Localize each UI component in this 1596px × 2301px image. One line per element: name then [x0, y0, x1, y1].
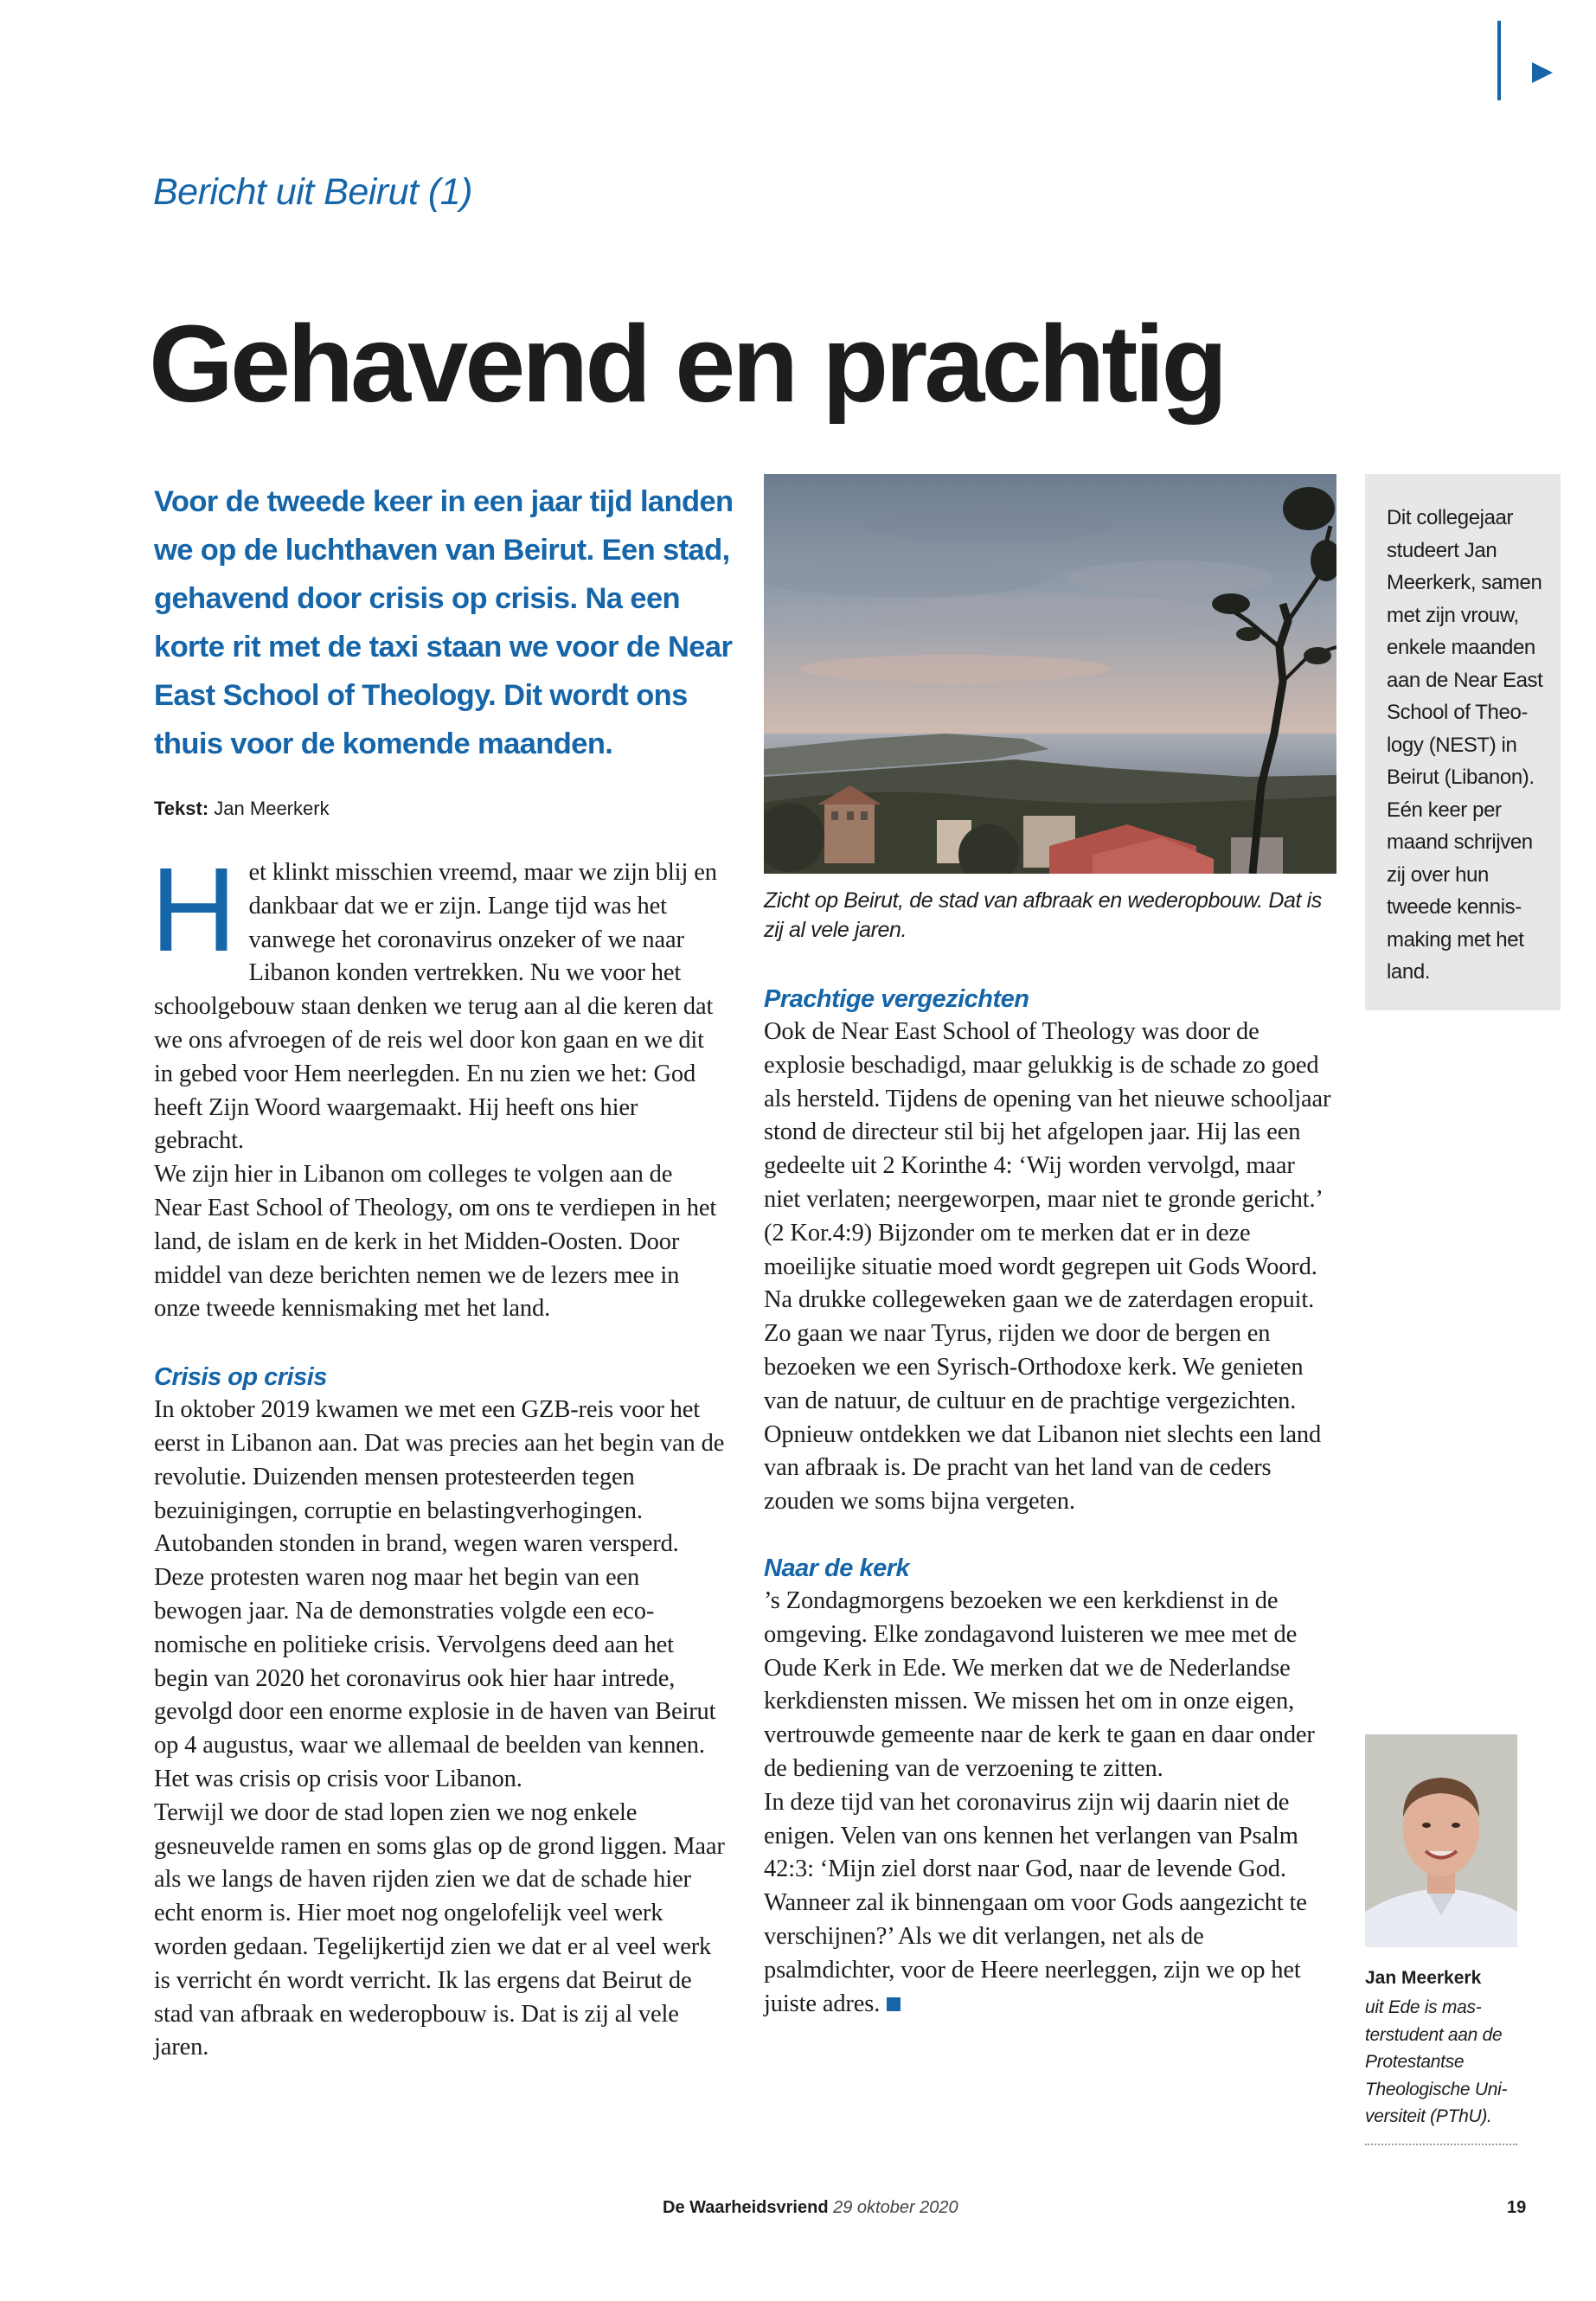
byline	[154, 798, 330, 820]
byline-label: Tekst:	[154, 798, 209, 819]
footer-publication	[663, 2198, 958, 2218]
author-divider	[1365, 2144, 1517, 2145]
publication-name: De Waarheidsvriend	[663, 2198, 829, 2217]
article-kicker: Bericht uit Beirut (1)	[153, 171, 472, 213]
left-column	[151, 843, 725, 2065]
publication-date: 29 oktober 2020	[833, 2198, 958, 2217]
kerk-paragraph-1: ’s Zondagmorgens bezoeken we een kerkdienst in de omgeving. Elke zondagavond luisteren we mee met de Oude Kerk in Ede. We merken dat we de Nederlandse kerkdiensten missen. We missen het om in onze eigen, vertrouwde gemeente naar de kerk te gaan en daar onder de bediening van de verzoening te zitten.	[764, 1586, 1315, 1782]
intro-text: et klinkt misschien vreemd, maar we zijn blij en dankbaar dat we er zijn. Lange tijd was het vanwege het coronavirus onzeker of we naar Libanon konden vertrekken. Nu we voor het schoolgebouw staan denken we terug aan al die keren dat we ons afvroegen of de reis wel door kon gaan en we dit in gebed voor Hem neerlegden. En nu zien we het: God heeft Zijn Woord waargemaakt. Hij heeft ons hier gebracht.	[154, 859, 717, 1155]
vergezichten-paragraph-2: Na drukke collegeweken gaan we de zaterdagen eropuit. Zo gaan we naar Tyrus, rijden we door de bergen en bezoeken we een Syrisch-Orthodoxe kerk. We genieten van de natuur, de cultuur en de prachtige vergezichten. Opnieuw ontdekken we dat Libanon niet slechts een land van afbraak is. De pracht van het land van de ceders zouden we soms bijna vergeten.	[764, 1286, 1322, 1516]
page-number: 19	[1507, 2198, 1527, 2217]
heading-vergezichten: Prachtige vergezichten	[764, 985, 1029, 1013]
drop-cap: H	[151, 843, 237, 977]
author-bio: uit Ede is masterstudent aan de Protestantse Theologische Universiteit (PThU).	[1365, 1997, 1508, 2126]
beirut-photo	[764, 474, 1336, 874]
author-name: Jan Meerkerk	[1365, 1968, 1482, 1988]
heading-crisis: Crisis op crisis	[154, 1363, 327, 1392]
article-lead: Voor de tweede keer in een jaar tijd landen we op de luchthaven van Beirut. Een stad, gehavend door crisis op crisis. Na een korte rit met de taxi staan we voor de Near East School of Theology. Dit wordt ons thuis voor de komende maanden.	[154, 485, 734, 760]
crisis-paragraph-3: Terwijl we door de stad lopen zien we nog enkele gesneuvelde ramen en soms glas op de grond liggen. Maar als we langs de haven rijden zien we dat de schade hier echt enorm is. Hier moet nog ongelofelijk veel werk worden gedaan. Tegelijkertijd zien we dat er al veel werk is verricht én wordt verricht. Ik las ergens dat Beirut de stad van afbraak en wederopbouw is. Dat is zij al vele jaren.	[154, 1798, 725, 2061]
photo-caption: Zicht op Beirut, de stad van afbraak en wederopbouw. Dat is zij al vele jaren.	[764, 888, 1322, 942]
crisis-paragraph-1: In oktober 2019 kwamen we met een GZB-reis voor het eerst in Libanon aan. Dat was precies aan het begin van de revolutie. Duizenden mensen protesteerden tegen bezuinigingen, corruptie en belastingverhogingen. Autobanden stonden in brand, wegen waren versperd.	[154, 1396, 725, 1558]
kerk-paragraph-2-text: In deze tijd van het coronavirus zijn wij daarin niet de enigen. Velen van ons kennen het verlangen van Psalm 42:3: ‘Mijn ziel dorst naar God, naar de levende God. Wanneer zal ik binnengaan om voor Gods aangezicht te verschijnen?’ Als we dit verlangen, net als de psalmdichter, voor de Heere neerleggen, zijn we op het juiste adres.	[764, 1788, 1307, 2017]
author-photo	[1365, 1734, 1517, 1947]
article-title: Gehavend en prachtig	[149, 303, 1225, 425]
intro-paragraph	[151, 843, 725, 1158]
info-sidebar	[1365, 474, 1561, 1010]
play-triangle-icon	[1532, 62, 1553, 83]
intro-paragraph-2: We zijn hier in Libanon om colleges te volgen aan de Near East School of Theology, om ons te verdiepen in het land, de islam en de kerk in het Midden-Oosten. Door middel van deze berichten nemen we de lezers mee in onze tweede kennismaking met het land.	[154, 1161, 717, 1323]
crisis-paragraph-2: Deze protesten waren nog maar het begin van een bewogen jaar. Na de demonstraties volgde een economische en politieke crisis. Vervolgens deed aan het begin van 2020 het coronavirus ook hier haar intrede, gevolgd door een enorme explosie in de haven van Beirut op 4 augustus, waar we allemaal de beelden van kennen. Het was crisis op crisis voor Libanon.	[154, 1564, 716, 1792]
kerk-paragraph-2	[764, 1786, 1335, 2022]
right-column	[764, 983, 1335, 2021]
vergezichten-paragraph-1: Ook de Near East School of Theology was door de explosie beschadigd, maar gelukkig is de schade zo goed als hersteld. Tijdens de opening van het nieuwe schooljaar stond de directeur stil bij het afgelopen jaar. Hij las een gedeelte uit 2 Korinthe 4: ‘Wij worden vervolgd, maar niet verlaten; neergeworpen, maar niet te gronde gericht.’ (2 Kor.4:9) Bijzonder om te merken dat er in deze moeilijke situatie moed wordt gegrepen uit Gods Woord.	[764, 1018, 1331, 1280]
end-square-icon	[887, 1997, 901, 2011]
sidebar-text: Dit collegejaar studeert Jan Meerkerk, samen met zijn vrouw, enkele maanden aan de Near East School of Theology (NEST) in Beirut (Libanon). Eén keer per maand schrijven zij over hun tweede kennismaking met het land.	[1387, 506, 1543, 984]
byline-author: Jan Meerkerk	[214, 798, 330, 819]
heading-kerk: Naar de kerk	[764, 1554, 910, 1582]
top-divider	[1497, 21, 1501, 100]
